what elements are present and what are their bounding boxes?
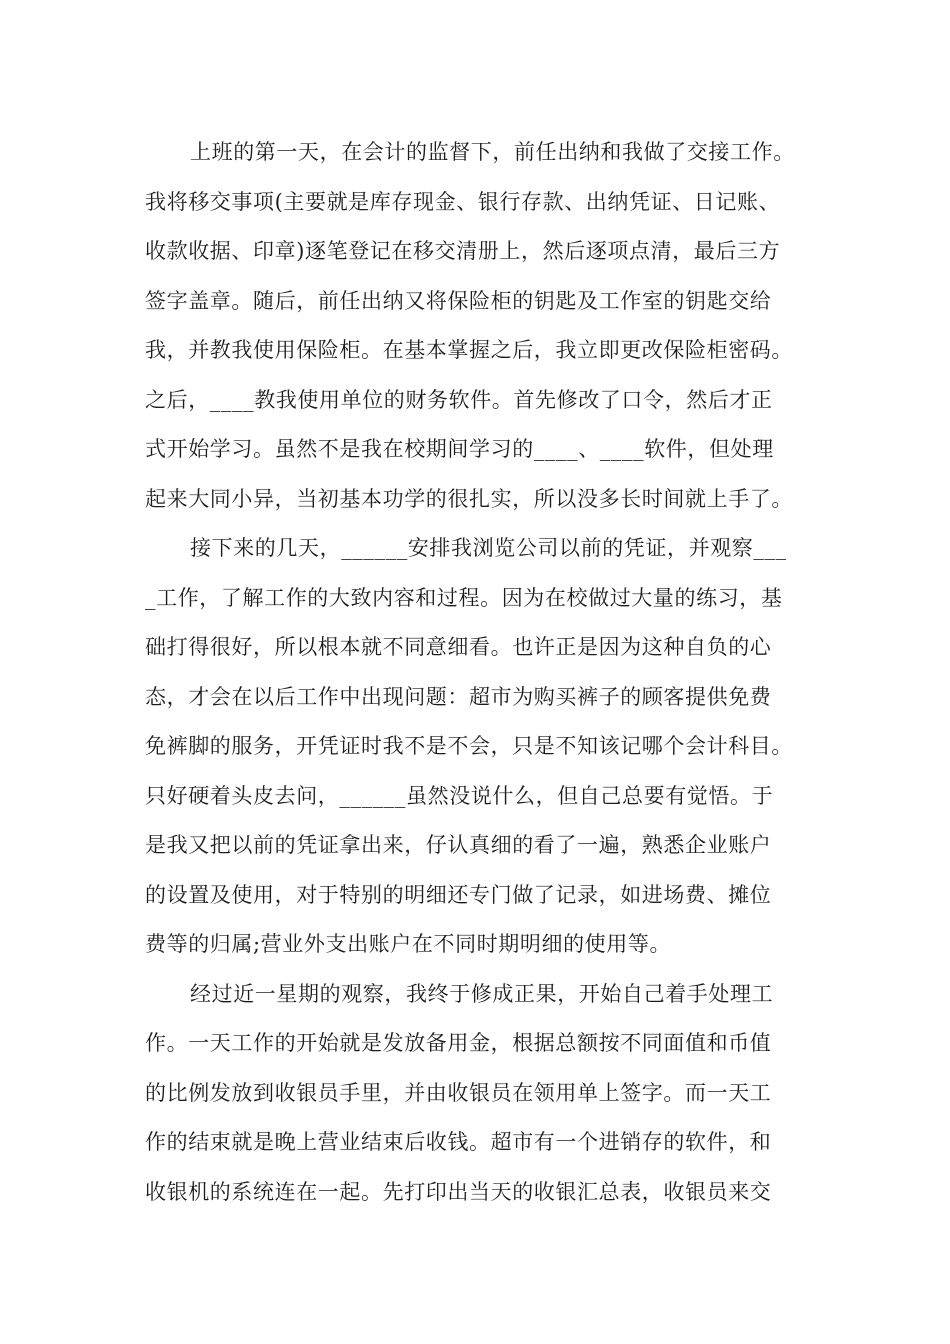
text-line: 上班的第一天，在会计的监督下，前任出纳和我做了交接工作。 — [190, 140, 795, 164]
text-line: 收银机的系统连在一起。先打印出当天的收银汇总表，收银员来交 — [145, 1179, 772, 1204]
text-line: 态，才会在以后工作中出现问题：超市为购买裤子的顾客提供免费 — [145, 684, 772, 709]
text-line: 接下来的几天，______安排我浏览公司以前的凭证，并观察___ — [190, 536, 787, 560]
paragraph-1 — [145, 128, 817, 524]
text-line: 收款收据、印章)逐笔登记在移交清册上，然后逐项点清，最后三方 — [145, 239, 781, 263]
document-body — [145, 128, 817, 1217]
text-line: 我将移交事项(主要就是库存现金、银行存款、出纳凭证、日记账、 — [145, 189, 781, 214]
text-line: 免裤脚的服务，开凭证时我不是不会，只是不知该记哪个会计科目。 — [145, 734, 793, 758]
text-line: 是我又把以前的凭证拿出来，仔认真细的看了一遍，熟悉企业账户 — [145, 833, 772, 857]
text-line: 起来大同小异，当初基本功学的很扎实，所以没多长时间就上手了。 — [145, 486, 793, 511]
paragraph-3 — [145, 970, 817, 1218]
text-line: 签字盖章。随后，前任出纳又将保险柜的钥匙及工作室的钥匙交给 — [145, 288, 772, 313]
text-line: 之后，____教我使用单位的财务软件。首先修改了口令，然后才正 — [145, 387, 773, 412]
text-line: 作的结束就是晚上营业结束后收钱。超市有一个进销存的软件，和 — [145, 1130, 772, 1154]
text-line: 费等的归属;营业外支出账户在不同时期明细的使用等。 — [145, 932, 672, 956]
text-line: 的设置及使用，对于特别的明细还专门做了记录，如进场费、摊位 — [145, 882, 772, 907]
text-line: _工作，了解工作的大致内容和过程。因为在校做过大量的练习，基 — [145, 585, 783, 610]
paragraph-2 — [145, 524, 817, 970]
text-line: 经过近一星期的观察，我终于修成正果，开始自己着手处理工 — [190, 981, 774, 1006]
text-line: 只好硬着头皮去问，______虽然没说什么，但自己总要有觉悟。于 — [145, 783, 774, 808]
text-line: 作。一天工作的开始就是发放备用金，根据总额按不同面值和币值 — [145, 1031, 772, 1055]
text-line: 础打得很好，所以根本就不同意细看。也许正是因为这种自负的心 — [145, 635, 772, 659]
text-line: 我，并教我使用保险柜。在基本掌握之后，我立即更改保险柜密码。 — [145, 338, 793, 362]
text-line: 式开始学习。虽然不是我在校期间学习的____、____软件，但处理 — [145, 437, 774, 461]
text-line: 的比例发放到收银员手里，并由收银员在领用单上签字。而一天工 — [145, 1080, 772, 1105]
